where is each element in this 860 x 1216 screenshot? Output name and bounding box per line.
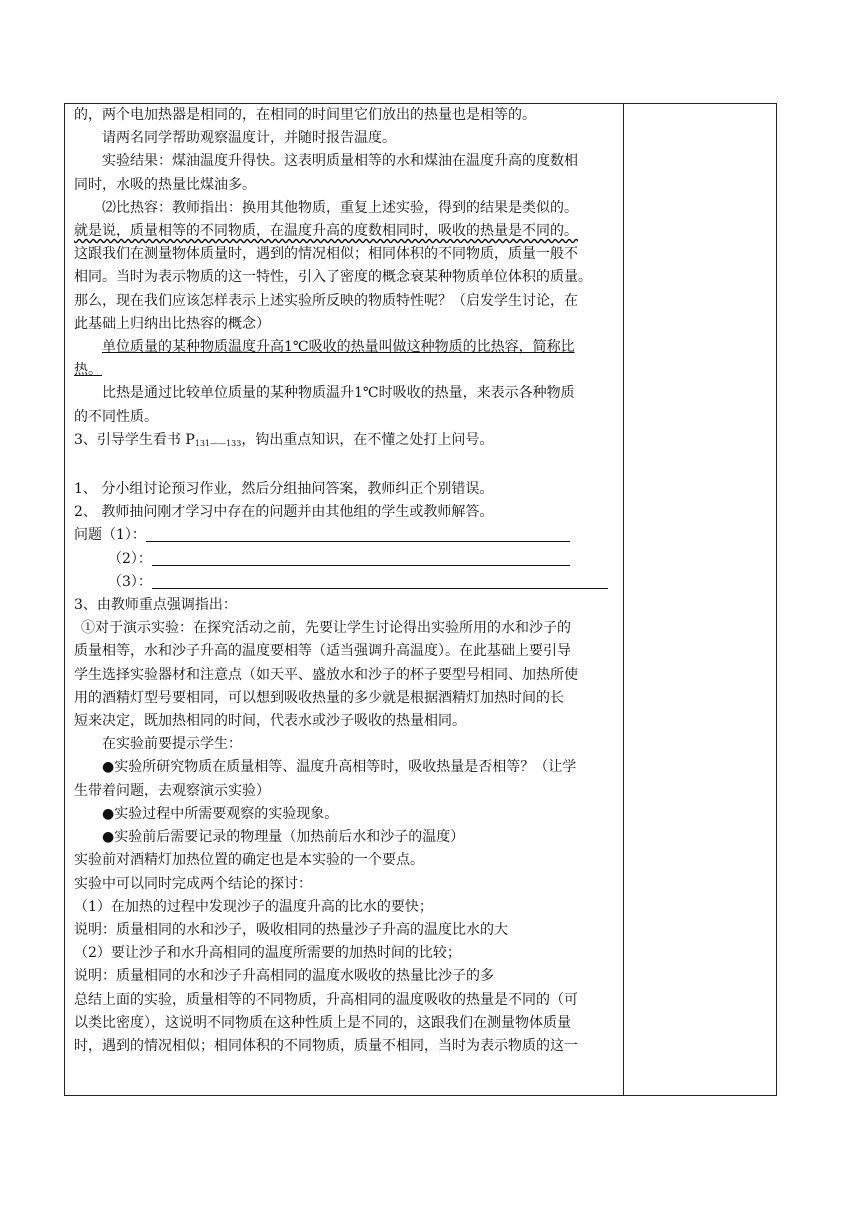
text-line: 短来决定，既加热相同的时间，代表水或沙子吸收的热量相同。 (74, 713, 466, 730)
text-line: 请两名同学帮助观察温度计，并随时报告温度。 (102, 130, 396, 147)
text-line: 质量相等，水和沙子升高的温度要相等（适当强调升高温度）。在此基础上要引导 (74, 643, 571, 660)
question-label: （3）： (108, 573, 152, 590)
text-line (74, 429, 620, 455)
definition-line (74, 336, 620, 359)
text-line: 比热是通过比较单位质量的某种物质温升1℃时吸收的热量，来表示各种物质 (102, 385, 575, 402)
text-line: 同时，水吸的热量比煤油多。 (74, 176, 256, 193)
text-line: 生带着问题，去观察演示实验） (74, 782, 270, 799)
text-line: 实验中可以同时完成两个结论的探讨： (74, 875, 312, 892)
text-line: （2）要让沙子和水升高相同的温度所需要的加热时间的比较； (74, 945, 461, 962)
text-line: ⑵比热容：教师指出：换用其他物质，重复上述实验，得到的结果是类似的。 (102, 199, 578, 216)
answer-blank[interactable] (152, 551, 570, 566)
definition-text: 热。 (74, 362, 102, 379)
spacer (74, 455, 620, 478)
text-line: 的，两个电加热器是相同的，在相同的时间里它们放出的热量也是相等的。 (74, 107, 536, 123)
bullet-line: ●实验所研究物质在质量相等、温度升高相等时，吸收热量是否相等？（让学 (102, 759, 577, 776)
text-line: 学生选择实验器材和注意点（如天平、盛放水和沙子的杯子要型号相同、加热所使 (74, 666, 578, 683)
text-line: 这跟我们在测量物体质量时，遇到的情况相似；相同体积的不同物质，质量一般不 (74, 246, 578, 263)
text-line: 3、由教师重点强调指出： (74, 597, 237, 614)
question-line (74, 548, 620, 571)
text-line: 在实验前要提示学生： (102, 736, 242, 753)
question-label: （2）： (108, 550, 152, 567)
text-line: 相同。当时为表示物质的这一特性，引入了密度的概念衰某种物质单位体积的质量。 (74, 269, 592, 286)
text-line: 以类比密度），这说明不同物质在这种性质上是不同的，这跟我们在测量物体质量 (74, 1014, 571, 1031)
column-divider (623, 103, 624, 1096)
answer-blank[interactable] (152, 574, 608, 589)
text-line: 1、 分小组讨论预习作业，然后分组抽问答案，教师纠正个别错误。 (74, 481, 494, 498)
text-part: 3、引导学生看书 P (74, 431, 195, 448)
text-line: 实验结果：煤油温度升得快。这表明质量相等的水和煤油在温度升高的度数相 (102, 153, 578, 170)
page-range: 131——133 (194, 438, 242, 448)
answer-blank[interactable] (146, 527, 570, 542)
question-line (74, 524, 620, 547)
text-line: 说明：质量相同的水和沙子，吸收相同的热量沙子升高的温度比水的大 (74, 921, 508, 938)
text-line: 2、 教师抽问刚才学习中存在的问题并由其他组的学生或教师解答。 (74, 504, 494, 521)
bullet-line: ●实验过程中所需要观察的实验现象。 (102, 805, 339, 822)
definition-text: 单位质量的某种物质温度升高1℃吸收的热量叫做这种物质的比热容，简称比 (102, 339, 575, 356)
text-line: （1）在加热的过程中发现沙子的温度升高的比水的要快； (74, 898, 433, 915)
emphasized-line: 就是说，质量相等的不同物质，在温度升高的度数相同时，吸收的热量是不同的。 (74, 223, 578, 240)
text-line: ①对于演示实验：在探究活动之前，先要让学生讨论得出实验所用的水和沙子的 (81, 620, 571, 637)
question-label: 问题（1）： (74, 527, 146, 544)
text-line: 的不同性质。 (74, 408, 158, 425)
text-line: 用的酒精灯型号要相同，可以想到吸收热量的多少就是根据酒精灯加热时间的长 (74, 689, 564, 706)
text-part: ，钩出重点知识，在不懂之处打上问号。 (241, 431, 494, 448)
lesson-content (74, 104, 620, 1058)
text-line: 时，遇到的情况相似；相同体积的不同物质，质量不相同，当时为表示物质的这一 (74, 1037, 578, 1054)
definition-line (74, 359, 620, 382)
bullet-line: ●实验前后需要记录的物理量（加热前后水和沙子的温度） (102, 829, 465, 846)
text-line: 那么，现在我们应该怎样表示上述实验所反映的物质特性呢？（启发学生讨论，在 (74, 292, 578, 309)
text-line: 总结上面的实验，质量相等的不同物质，升高相同的温度吸收的热量是不同的（可 (74, 991, 578, 1008)
question-line (74, 571, 620, 594)
text-line: 说明：质量相同的水和沙子升高相同的温度水吸收的热量比沙子的多 (74, 968, 494, 985)
text-line: 此基础上归纳出比热容的概念） (74, 315, 270, 332)
text-line: 实验前对酒精灯加热位置的确定也是本实验的一个要点。 (74, 852, 424, 869)
